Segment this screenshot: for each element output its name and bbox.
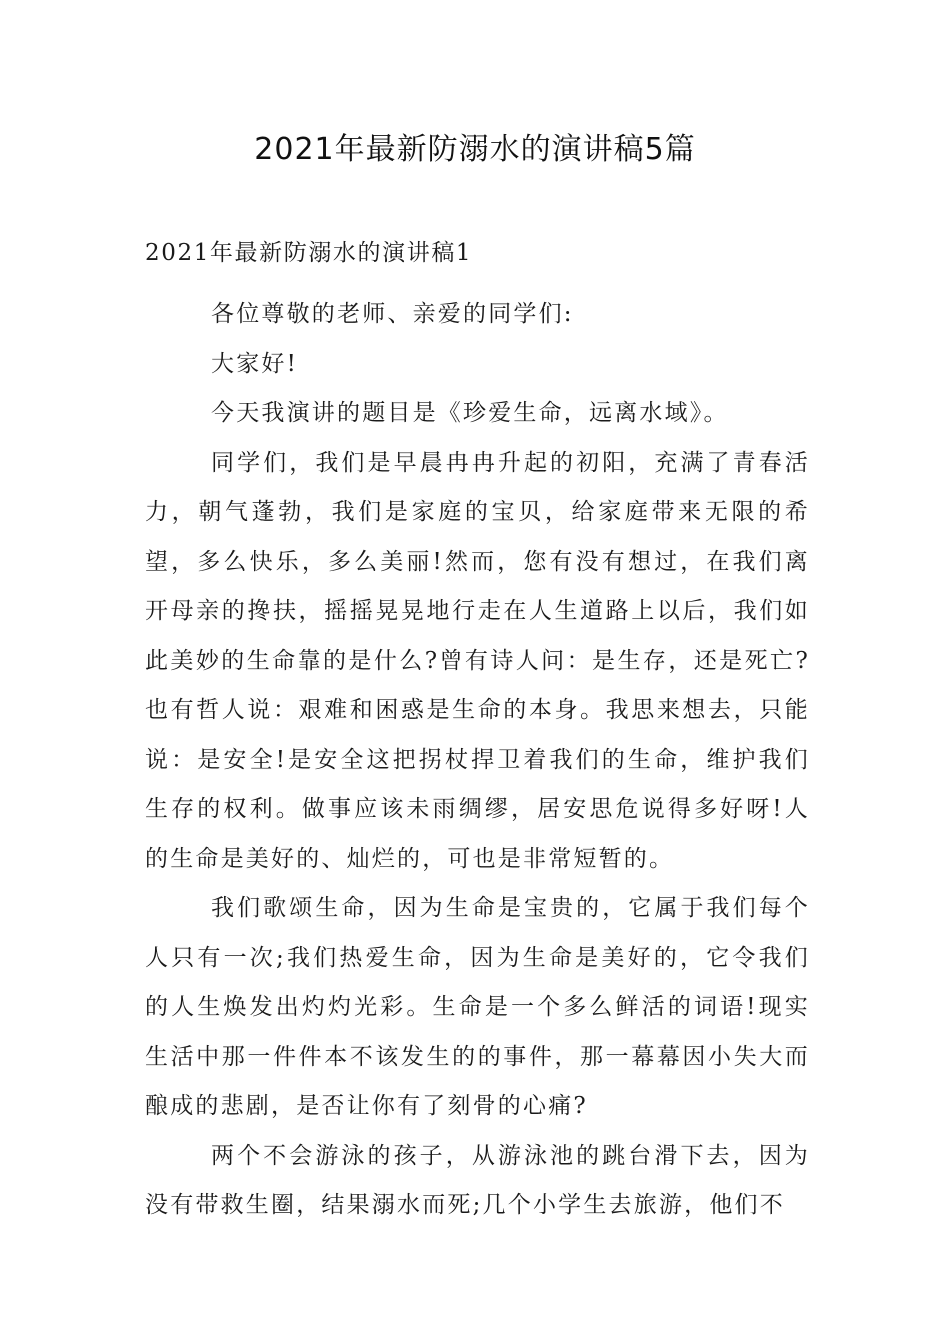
section-heading: 2021年最新防溺水的演讲稿1 [145, 240, 473, 266]
document-body [145, 232, 810, 1231]
salutation-paragraph: 各位尊敬的老师、亲爱的同学们: [211, 301, 574, 327]
body-paragraph: 我们歌颂生命，因为生命是宝贵的，它属于我们每个人只有一次;我们热爱生命，因为生命是美好的，它令我们的人生焕发出灼灼光彩。生命是一个多么鲜活的词语!现实生活中那一件件本不该发生的的事件，那一幕幕因小失大而酿成的悲剧，是否让你有了刻骨的心痛? [145, 895, 810, 1119]
body-paragraph: 两个不会游泳的孩子，从游泳池的跳台滑下去，因为没有带救生圈，结果溺水而死;几个小学生去旅游，他们不 [145, 1142, 810, 1218]
document-title: 2021年最新防溺水的演讲稿5篇 [254, 132, 696, 167]
topic-paragraph: 今天我演讲的题目是《珍爱生命，远离水域》。 [211, 400, 729, 426]
greeting-paragraph: 大家好! [211, 350, 299, 377]
body-paragraph: 同学们，我们是早晨冉冉升起的初阳，充满了青春活力，朝气蓬勃，我们是家庭的宝贝，给家庭带来无限的希望，多么快乐，多么美丽!然而，您有没有想过，在我们离开母亲的搀扶，摇摇晃晃地行走在人生道路上以后，我们如此美妙的生命靠的是什么?曾有诗人问：是生存，还是死亡?也有哲人说：艰难和困惑是生命的本身。我思来想去，只能说：是安全!是安全这把拐杖捍卫着我们的生命，维护我们生存的权利。做事应该未雨绸缪，居安思危说得多好呀!人的生命是美好的、灿烂的，可也是非常短暂的。 [145, 449, 810, 872]
